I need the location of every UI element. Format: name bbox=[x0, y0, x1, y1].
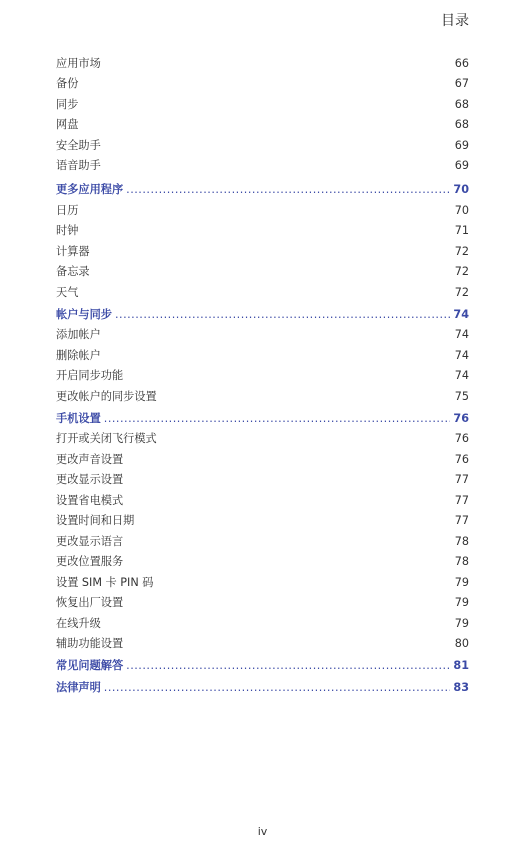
toc-page-number: 77 bbox=[454, 514, 469, 527]
toc-page-number: 69 bbox=[454, 138, 469, 152]
toc-entry-title: 更改显示设置 bbox=[56, 473, 124, 486]
toc-page-number: 77 bbox=[454, 493, 469, 507]
toc-entry-title: 更改帐户的同步设置 bbox=[56, 389, 157, 403]
toc-entry-title: 添加帐户 bbox=[56, 328, 101, 341]
toc-entry[interactable] bbox=[56, 610, 469, 631]
toc-page-number: 75 bbox=[454, 389, 469, 403]
toc-entry[interactable] bbox=[56, 426, 469, 447]
toc-entry[interactable] bbox=[56, 218, 469, 239]
toc-page-number: 70 bbox=[453, 183, 469, 196]
toc-dot-leader bbox=[126, 183, 450, 197]
toc-page-number: 80 bbox=[454, 637, 469, 650]
toc-page-number: 76 bbox=[454, 432, 469, 445]
toc-page-number: 79 bbox=[454, 575, 469, 589]
toc-entry-title: 备份 bbox=[56, 77, 79, 90]
toc-page-number: 70 bbox=[454, 203, 469, 217]
toc-page-number: 74 bbox=[453, 307, 469, 321]
toc-section-entry[interactable] bbox=[56, 404, 469, 426]
toc-entry-title: 语音助手 bbox=[56, 159, 101, 172]
toc-entry-title: 更改声音设置 bbox=[56, 452, 124, 466]
toc-page-number: 76 bbox=[454, 452, 469, 466]
toc-entry-title: 时钟 bbox=[56, 224, 79, 237]
toc-section-title: 常见问题解答 bbox=[56, 659, 124, 672]
toc-entry-title: 同步 bbox=[56, 97, 79, 111]
toc-page-number: 68 bbox=[454, 97, 469, 111]
toc-entry[interactable] bbox=[56, 259, 469, 280]
toc-entry[interactable] bbox=[56, 238, 469, 259]
toc-page-number: 74 bbox=[454, 328, 469, 341]
toc-entry-title: 打开或关闭飞行模式 bbox=[56, 432, 157, 445]
toc-page-number: 67 bbox=[454, 77, 469, 90]
toc-page-number: 79 bbox=[454, 616, 469, 630]
toc-entry[interactable] bbox=[56, 71, 469, 92]
toc-page-number: 78 bbox=[454, 534, 469, 548]
toc-section-title: 更多应用程序 bbox=[56, 183, 124, 196]
toc-page-number: 78 bbox=[454, 555, 469, 568]
toc-section-title: 法律声明 bbox=[56, 681, 101, 694]
toc-entry[interactable] bbox=[56, 197, 469, 218]
toc-dot-leader bbox=[126, 659, 450, 673]
toc-page-number: 72 bbox=[454, 244, 469, 258]
toc-entry-title: 设置省电模式 bbox=[56, 493, 124, 507]
toc-entry-title: 网盘 bbox=[56, 118, 79, 131]
toc-dot-leader bbox=[115, 308, 450, 322]
toc-section-title: 帐户与同步 bbox=[56, 307, 112, 321]
toc-entry[interactable] bbox=[56, 383, 469, 404]
toc-entry-title: 天气 bbox=[56, 285, 79, 299]
toc-page-number: 72 bbox=[454, 265, 469, 278]
toc-entry-title: 恢复出厂设置 bbox=[56, 596, 124, 609]
table-of-contents bbox=[56, 50, 469, 695]
page-title: 目录 bbox=[441, 13, 469, 29]
toc-page-number: 74 bbox=[454, 348, 469, 362]
toc-entry[interactable] bbox=[56, 279, 469, 300]
toc-entry[interactable] bbox=[56, 508, 469, 529]
toc-section-entry[interactable] bbox=[56, 651, 469, 673]
toc-entry-title: 更改位置服务 bbox=[56, 555, 124, 568]
toc-page-number: 83 bbox=[453, 681, 469, 694]
toc-page-number: 76 bbox=[453, 411, 469, 425]
toc-entry[interactable] bbox=[56, 50, 469, 71]
toc-entry-title: 安全助手 bbox=[56, 138, 101, 152]
toc-entry[interactable] bbox=[56, 549, 469, 570]
toc-page-number: 74 bbox=[454, 369, 469, 382]
toc-entry[interactable] bbox=[56, 446, 469, 467]
toc-entry-title: 备忘录 bbox=[56, 265, 90, 278]
toc-entry-title: 开启同步功能 bbox=[56, 369, 124, 382]
toc-page-number: 79 bbox=[454, 596, 469, 609]
toc-entry[interactable] bbox=[56, 569, 469, 590]
toc-entry-title: 计算器 bbox=[56, 244, 90, 258]
toc-entry-title: 在线升级 bbox=[56, 616, 101, 630]
toc-page-number: 81 bbox=[453, 659, 469, 672]
toc-entry[interactable] bbox=[56, 590, 469, 611]
toc-page-number: 77 bbox=[454, 473, 469, 486]
toc-entry[interactable] bbox=[56, 91, 469, 112]
toc-entry[interactable] bbox=[56, 467, 469, 488]
toc-entry[interactable] bbox=[56, 487, 469, 508]
toc-entry[interactable] bbox=[56, 631, 469, 652]
toc-section-entry[interactable] bbox=[56, 173, 469, 197]
toc-dot-leader bbox=[104, 412, 451, 426]
toc-entry[interactable] bbox=[56, 153, 469, 174]
toc-section-entry[interactable] bbox=[56, 300, 469, 322]
toc-entry[interactable] bbox=[56, 528, 469, 549]
toc-entry-title: 更改显示语言 bbox=[56, 534, 124, 548]
toc-entry[interactable] bbox=[56, 132, 469, 153]
toc-section-title: 手机设置 bbox=[56, 411, 101, 425]
toc-entry[interactable] bbox=[56, 363, 469, 384]
toc-entry-title: 应用市场 bbox=[56, 56, 101, 70]
toc-entry-title: 设置时间和日期 bbox=[56, 514, 135, 527]
toc-page-number: 66 bbox=[454, 56, 469, 70]
toc-entry[interactable] bbox=[56, 342, 469, 363]
toc-page-number: 72 bbox=[454, 285, 469, 299]
toc-entry-title: 日历 bbox=[56, 203, 79, 217]
toc-page-number: 71 bbox=[454, 224, 469, 237]
toc-entry[interactable] bbox=[56, 112, 469, 133]
toc-entry-title: 设置 SIM 卡 PIN 码 bbox=[56, 575, 154, 589]
toc-entry-title: 删除帐户 bbox=[56, 348, 101, 362]
toc-dot-leader bbox=[104, 681, 451, 695]
toc-page-number: 68 bbox=[454, 118, 469, 131]
toc-entry-title: 辅助功能设置 bbox=[56, 637, 124, 650]
page-number: iv bbox=[257, 825, 268, 838]
toc-page-number: 69 bbox=[454, 159, 469, 172]
toc-section-entry[interactable] bbox=[56, 673, 469, 695]
toc-entry[interactable] bbox=[56, 322, 469, 343]
